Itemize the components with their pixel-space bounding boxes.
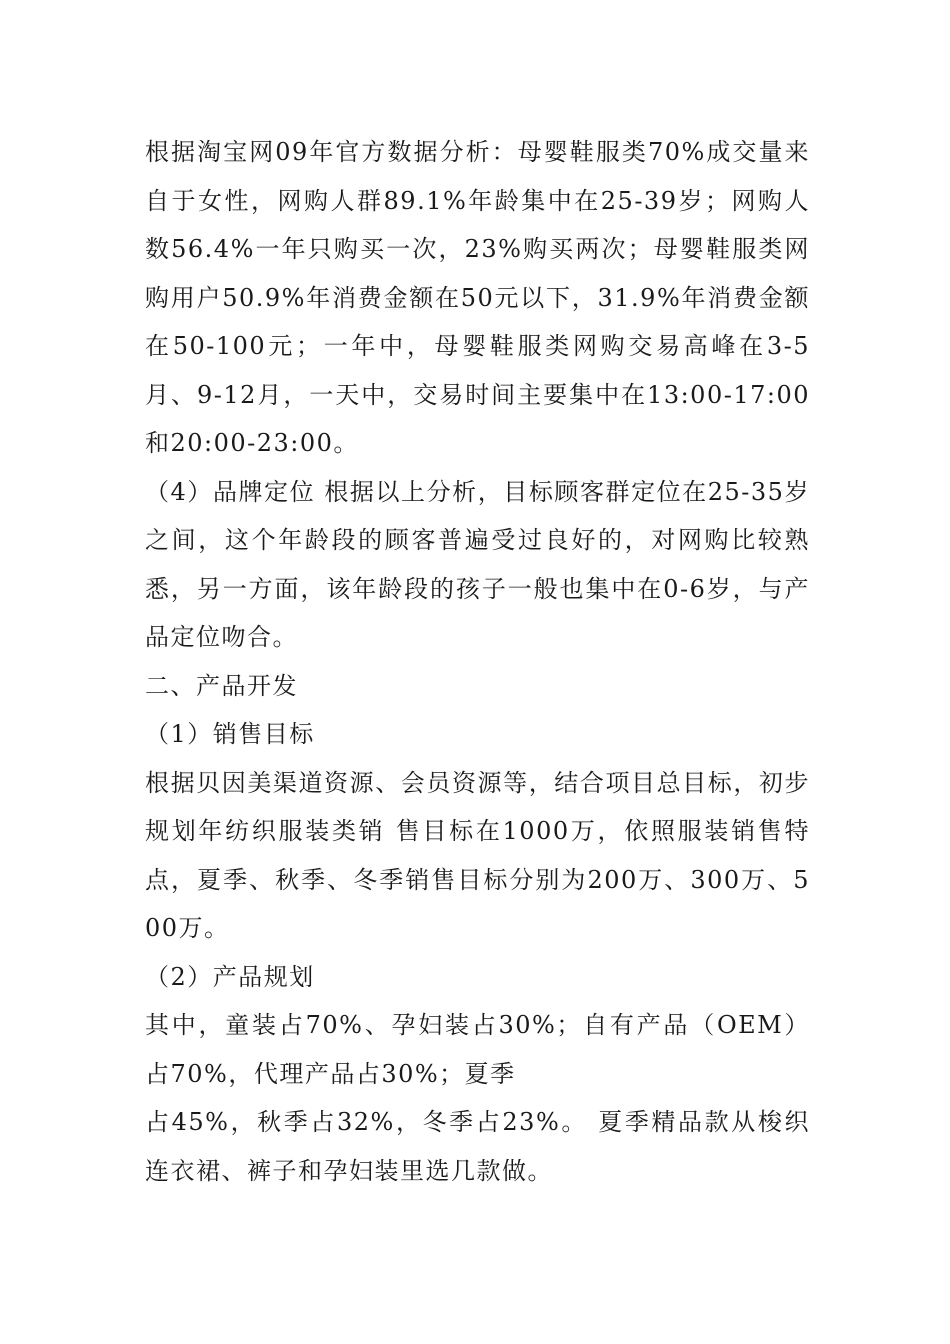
subheading-sales-target: （1）销售目标 (145, 720, 315, 748)
paragraph-product-share: 其中，童装占70%、孕妇装占30%；自有产品（OEM）占70%，代理产品占30%；夏季 (145, 1011, 810, 1088)
paragraph-sales-target: 根据贝因美渠道资源、会员资源等，结合项目总目标，初步规划年纺织服装类销 售目标在1000万，依照服装销售特点，夏季、秋季、冬季销售目标分别为200万、300万、500万。 (145, 768, 810, 942)
section-heading-product-development: 二、产品开发 (145, 671, 298, 700)
paragraph-brand-positioning: （4）品牌定位 根据以上分析，目标顾客群定位在25-35岁之间，这个年龄段的顾客普遍受过良好的，对网购比较熟悉，另一方面，该年龄段的孩子一般也集中在0-6岁，与产品定位吻合。 (145, 477, 810, 651)
paragraph-season-share: 占45%，秋季占32%，冬季占23%。 夏季精品款从梭织连衣裙、裤子和孕妇装里选几款做。 (145, 1108, 810, 1185)
subheading-product-planning: （2）产品规划 (145, 962, 315, 991)
document-body (145, 128, 810, 1195)
paragraph-taobao-data: 根据淘宝网09年官方数据分析：母婴鞋服类70%成交量来自于女性，网购人群89.1%年龄集中在25-39岁；网购人数56.4%一年只购买一次，23%购买两次；母婴鞋服类网购用户50.9%年消费金额在50元以下，31.9%年消费金额在50-100元；一年中，母婴鞋服类网购交易高峰在3-5月、9-12月，一天中，交易时间主要集中在13:00-17:00和20:00-23:00。 (145, 138, 810, 457)
